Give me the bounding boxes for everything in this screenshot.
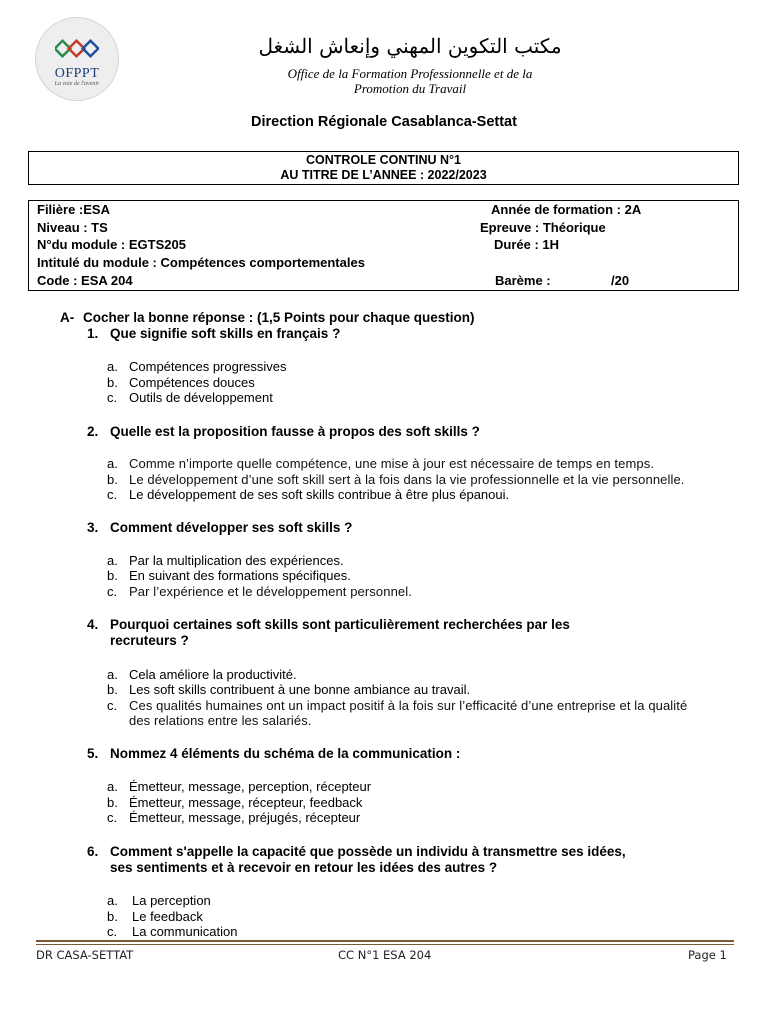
question-text: Comment s'appelle la capacité que possède un individu à transmettre ses idées,	[110, 844, 626, 859]
option-letter: c.	[107, 390, 118, 405]
option-text: des relations entre les salariés.	[129, 713, 312, 728]
option-text: Émetteur, message, récepteur, feedback	[129, 795, 363, 810]
section-marker: A-	[60, 310, 75, 325]
option-text: Outils de développement	[129, 390, 273, 405]
arabic-title: مكتب التكوين المهني وإنعاش الشغل	[258, 34, 562, 58]
option-text: Le développement d’une soft skill sert à la fois dans la vie professionnelle et la vie personnelle.	[129, 472, 685, 487]
question-text: Pourquoi certaines soft skills sont particulièrement recherchées par les	[110, 617, 570, 632]
option-letter: c.	[107, 924, 118, 939]
option-letter: a.	[107, 667, 118, 682]
info-code: Code : ESA 204	[37, 273, 133, 288]
info-niveau: Niveau : TS	[37, 220, 108, 235]
option-text: Par l’expérience et le développement personnel.	[129, 584, 412, 599]
question-text: Comment développer ses soft skills ?	[110, 520, 353, 535]
question-number: 1.	[87, 326, 99, 341]
option-text: Comme n’importe quelle compétence, une mise à jour est nécessaire de temps en temps.	[129, 456, 655, 471]
option-letter: b.	[107, 472, 118, 487]
office-line-1: Office de la Formation Professionnelle et de la	[287, 66, 533, 81]
question-number: 2.	[87, 424, 99, 439]
option-text: Compétences progressives	[129, 359, 287, 374]
info-box	[28, 200, 739, 291]
question-number: 3.	[87, 520, 99, 535]
info-bareme-label: Barème :	[495, 273, 551, 288]
option-letter: a.	[107, 456, 118, 471]
option-text: Par la multiplication des expériences.	[129, 553, 344, 568]
option-text: Le feedback	[132, 909, 203, 924]
option-letter: c.	[107, 487, 118, 502]
option-text: La perception	[132, 893, 211, 908]
option-letter: c.	[107, 584, 118, 599]
option-letter: a.	[107, 553, 118, 568]
footer-page: Page 1	[688, 948, 727, 962]
control-line-2: AU TITRE DE L’ANNEE : 2022/2023	[280, 168, 487, 182]
question-number: 5.	[87, 746, 99, 761]
footer-left: DR CASA-SETTAT	[36, 948, 134, 962]
option-text: Cela améliore la productivité.	[129, 667, 297, 682]
logo-text: OFPPT	[54, 66, 100, 81]
info-duree: Durée : 1H	[494, 237, 560, 252]
option-text: Le développement de ses soft skills contribue à être plus épanoui.	[129, 487, 510, 502]
info-filiere: Filière :ESA	[37, 202, 110, 217]
option-text: Émetteur, message, perception, récepteur	[129, 779, 372, 794]
question-text: recruteurs ?	[110, 633, 189, 648]
question-text: Que signifie soft skills en français ?	[110, 326, 341, 341]
info-module: N°du module : EGTS205	[37, 237, 186, 252]
footer-center: CC N°1 ESA 204	[338, 948, 432, 962]
option-letter: b.	[107, 568, 118, 583]
question-number: 6.	[87, 844, 99, 859]
info-annee: Année de formation : 2A	[491, 202, 642, 217]
option-letter: b.	[107, 909, 118, 924]
info-epreuve: Epreuve : Théorique	[480, 220, 606, 235]
ofppt-logo	[36, 18, 118, 100]
option-text: Émetteur, message, préjugés, récepteur	[129, 810, 361, 825]
question-number: 4.	[87, 617, 99, 632]
option-text: Ces qualités humaines ont un impact positif à la fois sur l’efficacité d’une entreprise et la qualité	[129, 698, 688, 713]
question-text: ses sentiments et à recevoir en retour les idées des autres ?	[110, 860, 498, 875]
footer-rule-thin	[36, 944, 734, 945]
option-letter: b.	[107, 682, 118, 697]
option-text: Compétences douces	[129, 375, 255, 390]
option-text: La communication	[132, 924, 238, 939]
footer-rule-thick	[36, 940, 734, 942]
option-letter: a.	[107, 779, 118, 794]
direction-title: Direction Régionale Casablanca-Settat	[251, 114, 517, 130]
option-letter: b.	[107, 795, 118, 810]
info-intitule: Intitulé du module : Compétences comportementales	[37, 255, 365, 270]
office-name	[250, 66, 570, 96]
question-text: Nommez 4 éléments du schéma de la communication :	[110, 746, 461, 761]
office-line-2: Promotion du Travail	[353, 81, 467, 96]
option-letter: a.	[107, 893, 118, 908]
option-letter: a.	[107, 359, 118, 374]
option-letter: c.	[107, 810, 118, 825]
option-letter: c.	[107, 698, 118, 713]
option-text: Les soft skills contribuent à une bonne ambiance au travail.	[129, 682, 471, 697]
control-box	[28, 151, 739, 185]
control-line-1: CONTROLE CONTINU N°1	[306, 153, 461, 167]
section-title: Cocher la bonne réponse : (1,5 Points pour chaque question)	[83, 310, 475, 325]
ofppt-logo-icon	[55, 37, 99, 63]
info-bareme-value: /20	[611, 273, 630, 288]
option-letter: b.	[107, 375, 118, 390]
question-text: Quelle est la proposition fausse à propos des soft skills ?	[110, 424, 480, 439]
option-text: En suivant des formations spécifiques.	[129, 568, 351, 583]
logo-tagline: La voie de l'avenir	[54, 81, 100, 87]
